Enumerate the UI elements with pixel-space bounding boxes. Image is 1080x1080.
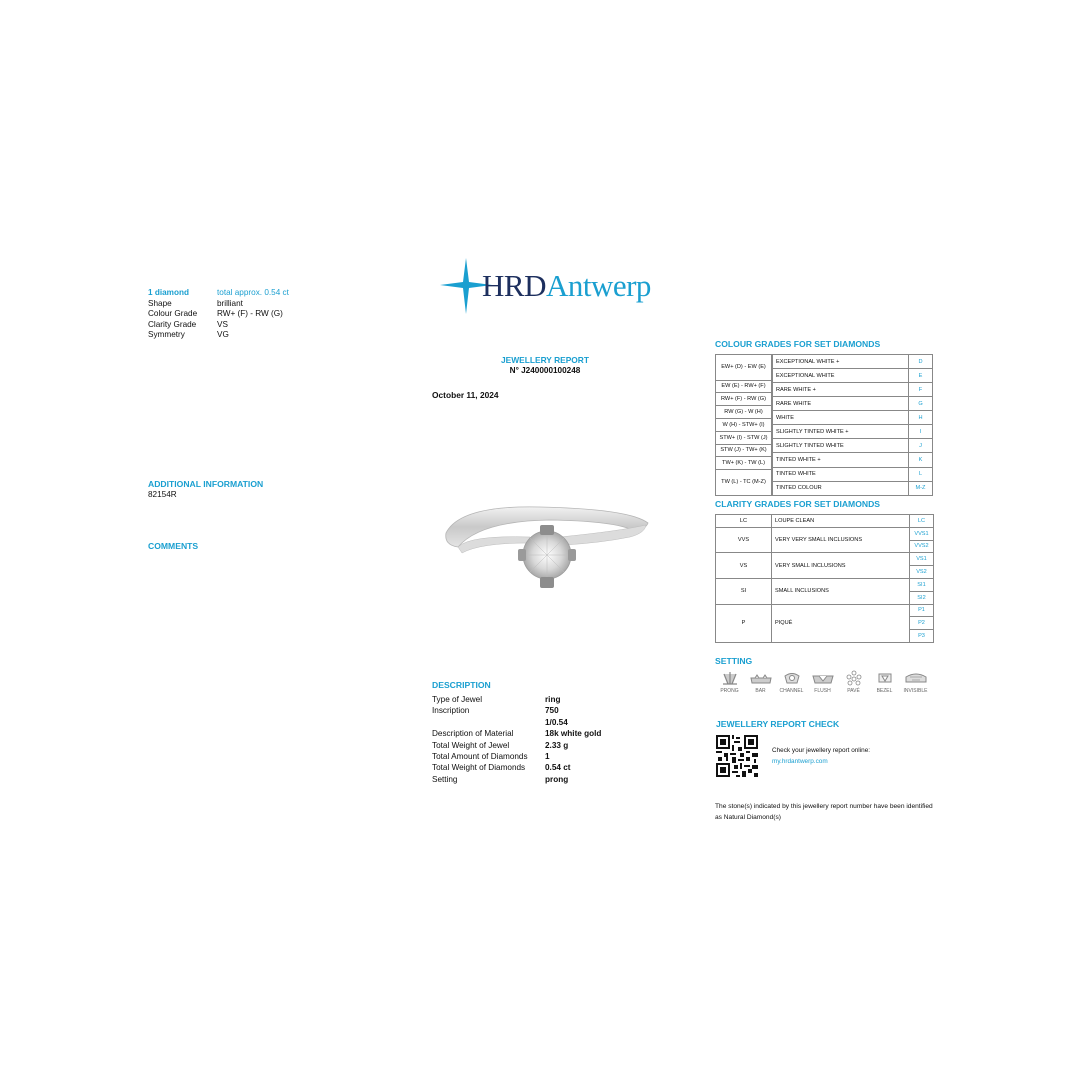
bar-icon xyxy=(750,670,772,686)
clarity-abbr: P xyxy=(716,604,772,642)
clarity-code: P2 xyxy=(910,617,934,630)
setting-item xyxy=(807,670,838,694)
logo-text-antwerp: Antwerp xyxy=(545,268,651,303)
invisible-icon xyxy=(905,670,927,686)
clarity-name: PIQUÉ xyxy=(772,604,910,642)
description-value: 1 xyxy=(545,752,550,762)
description-label: Inscription xyxy=(432,706,470,716)
description-row xyxy=(432,740,601,751)
description-label: Type of Jewel xyxy=(432,695,483,704)
colour-grade-row xyxy=(773,453,933,467)
setting-label: BEZEL xyxy=(876,688,893,694)
description-label: Total Weight of Jewel xyxy=(432,740,510,750)
report-date: October 11, 2024 xyxy=(432,390,499,400)
colour-grade-row xyxy=(773,355,933,369)
colour-range-cell: STW+ (I) - STW (J) xyxy=(716,431,772,444)
summary-label: Symmetry xyxy=(148,330,185,339)
colour-grade-row xyxy=(773,383,933,397)
setting-item xyxy=(745,670,776,694)
description-value: 1/0.54 xyxy=(545,717,568,727)
colour-range-cell: RW+ (F) - RW (G) xyxy=(716,393,772,406)
colour-grade-name: WHITE xyxy=(773,411,909,425)
description-row xyxy=(432,751,601,762)
colour-grade-name: TINTED WHITE + xyxy=(773,453,909,467)
colour-grade-code: K xyxy=(909,453,933,467)
colour-range-cell: W (H) - STW+ (I) xyxy=(716,418,772,431)
colour-left-row xyxy=(716,418,772,431)
colour-range-cell: TW (L) - TC (M-Z) xyxy=(716,470,772,496)
description-row xyxy=(432,774,601,785)
clarity-abbr: VS xyxy=(716,553,772,579)
natural-diamond-footnote: The stone(s) indicated by this jewellery report number have been identified as Natural Diamond(s) xyxy=(715,803,933,822)
colour-grade-code: H xyxy=(909,411,933,425)
report-check-text: Check your jewellery report online: xyxy=(772,747,871,754)
clarity-name: SMALL INCLUSIONS xyxy=(772,578,910,604)
diamond-count: 1 diamond xyxy=(148,288,189,297)
report-title: JEWELLERY REPORT xyxy=(501,355,589,365)
colour-grade-row xyxy=(773,439,933,453)
description-label: Setting xyxy=(432,774,458,784)
total-weight: total approx. 0.54 ct xyxy=(217,288,289,297)
clarity-grades-title: CLARITY GRADES FOR SET DIAMONDS xyxy=(715,499,881,509)
colour-range-cell: RW (G) - W (H) xyxy=(716,406,772,419)
report-check-title: JEWELLERY REPORT CHECK xyxy=(716,719,840,729)
clarity-code: VVS1 xyxy=(910,527,934,540)
setting-item xyxy=(869,670,900,694)
setting-section xyxy=(715,656,931,694)
description-label xyxy=(432,717,545,728)
colour-grade-name: TINTED WHITE xyxy=(773,467,909,481)
description-row xyxy=(432,762,601,773)
additional-information-value: 82154R xyxy=(148,490,177,499)
colour-grades-table xyxy=(772,354,933,496)
summary-label: Clarity Grade xyxy=(148,319,197,329)
flush-icon xyxy=(812,670,834,686)
report-header xyxy=(440,355,650,375)
additional-information-title: ADDITIONAL INFORMATION xyxy=(148,479,264,489)
clarity-grade-row xyxy=(716,515,934,528)
setting-item xyxy=(714,670,745,694)
description-value: 2.33 g xyxy=(545,740,569,750)
colour-grade-code: E xyxy=(909,369,933,383)
qr-code-icon xyxy=(716,735,758,777)
colour-grade-row xyxy=(773,425,933,439)
colour-grades-left-table xyxy=(715,354,772,496)
summary-row xyxy=(148,320,289,331)
colour-grade-code: I xyxy=(909,425,933,439)
colour-left-row xyxy=(716,444,772,457)
clarity-grades-section xyxy=(715,499,934,643)
summary-value: VG xyxy=(217,330,229,339)
colour-grade-name: SLIGHTLY TINTED WHITE + xyxy=(773,425,909,439)
colour-left-row xyxy=(716,406,772,419)
colour-grade-code: D xyxy=(909,355,933,369)
colour-grade-name: SLIGHTLY TINTED WHITE xyxy=(773,439,909,453)
colour-range-cell: EW (E) - RW+ (F) xyxy=(716,380,772,393)
description-value: ring xyxy=(545,695,561,704)
clarity-code: P3 xyxy=(910,630,934,643)
clarity-code: VVS2 xyxy=(910,540,934,553)
colour-grades-title: COLOUR GRADES FOR SET DIAMONDS xyxy=(715,339,881,349)
description-row xyxy=(432,705,601,716)
colour-grade-code: G xyxy=(909,397,933,411)
stone-summary-header xyxy=(148,288,289,299)
prong-icon xyxy=(719,670,741,686)
comments-title: COMMENTS xyxy=(148,541,199,551)
summary-row xyxy=(148,299,289,310)
description-value: 750 xyxy=(545,706,559,716)
colour-grade-code: J xyxy=(909,439,933,453)
summary-row xyxy=(148,330,289,341)
colour-range-cell: STW (J) - TW+ (K) xyxy=(716,444,772,457)
colour-left-row xyxy=(716,393,772,406)
additional-information xyxy=(148,479,263,499)
colour-grade-code: M-Z xyxy=(909,481,933,495)
clarity-grade-row xyxy=(716,578,934,591)
stone-summary xyxy=(148,288,289,341)
clarity-code: VS1 xyxy=(910,553,934,566)
clarity-grade-row xyxy=(716,604,934,617)
colour-range-cell: TW+ (K) - TW (L) xyxy=(716,457,772,470)
clarity-code: SI2 xyxy=(910,591,934,604)
colour-left-row xyxy=(716,457,772,470)
setting-item xyxy=(776,670,807,694)
ring-photo xyxy=(440,495,655,595)
clarity-grade-row xyxy=(716,527,934,540)
colour-range-cell: EW+ (D) - EW (E) xyxy=(716,355,772,381)
summary-row xyxy=(148,309,289,320)
clarity-code: SI1 xyxy=(910,578,934,591)
clarity-code: LC xyxy=(910,515,934,528)
logo-wordmark xyxy=(482,268,651,304)
clarity-abbr: LC xyxy=(716,515,772,528)
colour-grade-row xyxy=(773,411,933,425)
setting-label: PRONG xyxy=(720,688,739,694)
colour-grade-name: EXCEPTIONAL WHITE xyxy=(773,369,909,383)
description-label: Description of Material xyxy=(432,729,514,739)
colour-left-row xyxy=(716,355,772,381)
summary-value: VS xyxy=(217,319,228,329)
description-value: 18k white gold xyxy=(545,729,602,739)
clarity-abbr: SI xyxy=(716,578,772,604)
clarity-name: VERY SMALL INCLUSIONS xyxy=(772,553,910,579)
summary-value: brilliant xyxy=(217,298,243,308)
colour-left-row xyxy=(716,431,772,444)
pave-icon xyxy=(843,670,865,686)
setting-label: BAR xyxy=(755,688,766,694)
colour-grade-row xyxy=(773,369,933,383)
description-value: 0.54 ct xyxy=(545,763,571,773)
setting-label: PAVÉ xyxy=(847,688,860,694)
colour-grade-row xyxy=(773,467,933,481)
colour-grade-name: RARE WHITE + xyxy=(773,383,909,397)
setting-title: SETTING xyxy=(715,656,753,666)
report-number: N° J240000100248 xyxy=(509,366,581,375)
clarity-name: VERY VERY SMALL INCLUSIONS xyxy=(772,527,910,553)
description-title: DESCRIPTION xyxy=(432,680,491,690)
clarity-grades-table xyxy=(715,514,934,643)
colour-grade-row xyxy=(773,481,933,495)
description-value: prong xyxy=(545,774,569,784)
description-row xyxy=(432,728,601,739)
summary-value: RW+ (F) - RW (G) xyxy=(217,309,283,318)
colour-left-row xyxy=(716,470,772,496)
colour-grade-name: RARE WHITE xyxy=(773,397,909,411)
setting-label: FLUSH xyxy=(814,688,831,694)
clarity-abbr: VVS xyxy=(716,527,772,553)
setting-item xyxy=(900,670,931,694)
summary-label: Colour Grade xyxy=(148,309,198,318)
bezel-icon xyxy=(874,670,896,686)
report-check-link[interactable]: my.hrdantwerp.com xyxy=(772,758,828,765)
colour-grade-name: EXCEPTIONAL WHITE + xyxy=(773,355,909,369)
report-check-section xyxy=(716,719,870,777)
summary-label: Shape xyxy=(148,298,172,308)
colour-grades-section xyxy=(715,339,933,496)
description-section xyxy=(432,680,601,785)
clarity-code: VS2 xyxy=(910,566,934,579)
description-row xyxy=(432,694,601,705)
setting-label: CHANNEL xyxy=(779,688,804,694)
hrd-logo xyxy=(440,258,670,314)
colour-left-row xyxy=(716,380,772,393)
colour-grade-code: L xyxy=(909,467,933,481)
clarity-code: P1 xyxy=(910,604,934,617)
setting-label: INVISIBLE xyxy=(903,688,928,694)
colour-grade-name: TINTED COLOUR xyxy=(773,481,909,495)
description-label: Total Amount of Diamonds xyxy=(432,752,528,762)
setting-item xyxy=(838,670,869,694)
colour-grade-row xyxy=(773,397,933,411)
colour-grade-code: F xyxy=(909,383,933,397)
clarity-grade-row xyxy=(716,553,934,566)
logo-text-hrd: HRD xyxy=(482,268,546,303)
clarity-name: LOUPE CLEAN xyxy=(772,515,910,528)
channel-icon xyxy=(781,670,803,686)
description-row xyxy=(432,717,601,728)
description-label: Total Weight of Diamonds xyxy=(432,763,526,773)
